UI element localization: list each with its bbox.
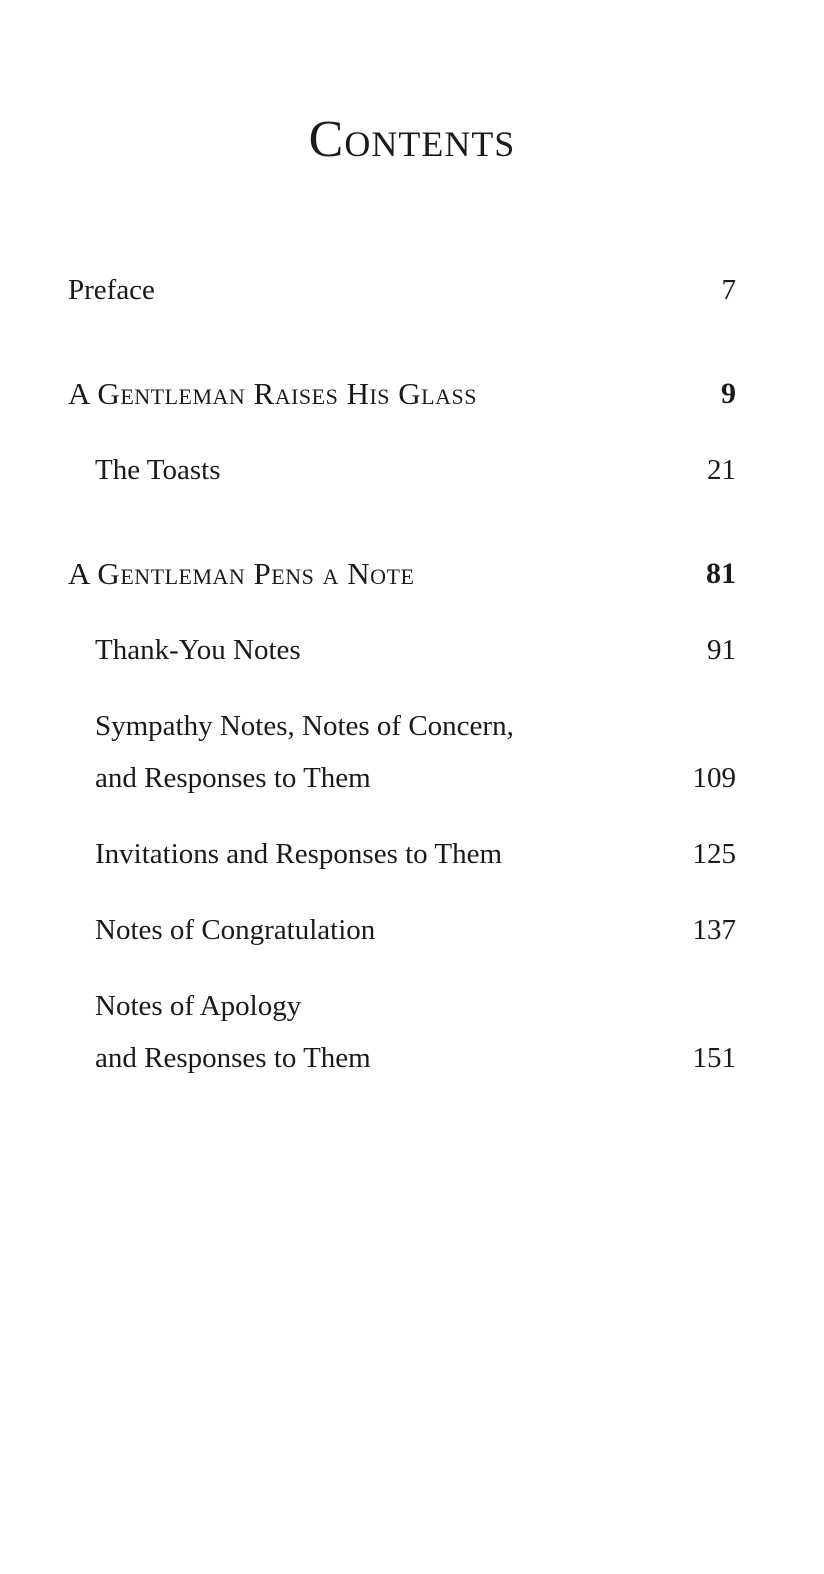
toc-page-number: 91: [707, 634, 736, 666]
toc-entry-title: Invitations and Responses to Them: [95, 838, 503, 870]
toc-entry-invitations[interactable]: [95, 828, 736, 880]
toc-entry-title: Preface: [68, 274, 155, 306]
toc-entry-thank-you-notes[interactable]: [95, 624, 736, 676]
toc-page-number: 125: [692, 838, 736, 870]
toc-entry-sympathy-notes[interactable]: [95, 700, 736, 804]
toc-entry-title-line-2: and Responses to Them: [95, 1042, 371, 1074]
page-title: Contents: [308, 111, 516, 168]
toc-entry-the-toasts[interactable]: [95, 444, 736, 496]
toc-entry-title: Thank-You Notes: [95, 634, 301, 666]
toc-page-number: 81: [706, 557, 736, 590]
toc-entry-title-line-1: Notes of Apology: [95, 990, 302, 1022]
toc-page-number: 137: [692, 914, 736, 946]
toc-entry-preface[interactable]: [68, 264, 736, 316]
toc-page-number: 9: [721, 377, 736, 410]
toc-entry-congratulation[interactable]: [95, 904, 736, 956]
toc-entry-title: The Toasts: [95, 454, 221, 486]
toc-part-raises-his-glass[interactable]: [68, 368, 736, 420]
toc-entry-title-line-1: Sympathy Notes, Notes of Concern,: [95, 710, 514, 742]
toc-part-title: A Gentleman Pens a Note: [68, 556, 415, 591]
toc-page-number: 109: [692, 762, 736, 794]
toc-entry-title: Notes of Congratulation: [95, 914, 376, 946]
toc-entry-title-line-2: and Responses to Them: [95, 762, 371, 794]
toc-page-number: 151: [692, 1042, 736, 1074]
toc-part-title: A Gentleman Raises His Glass: [68, 376, 477, 411]
toc-page-number: 7: [721, 274, 736, 306]
toc-part-pens-a-note[interactable]: [68, 548, 736, 600]
toc-entry-apology[interactable]: [95, 980, 736, 1084]
toc-page-number: 21: [707, 454, 736, 486]
